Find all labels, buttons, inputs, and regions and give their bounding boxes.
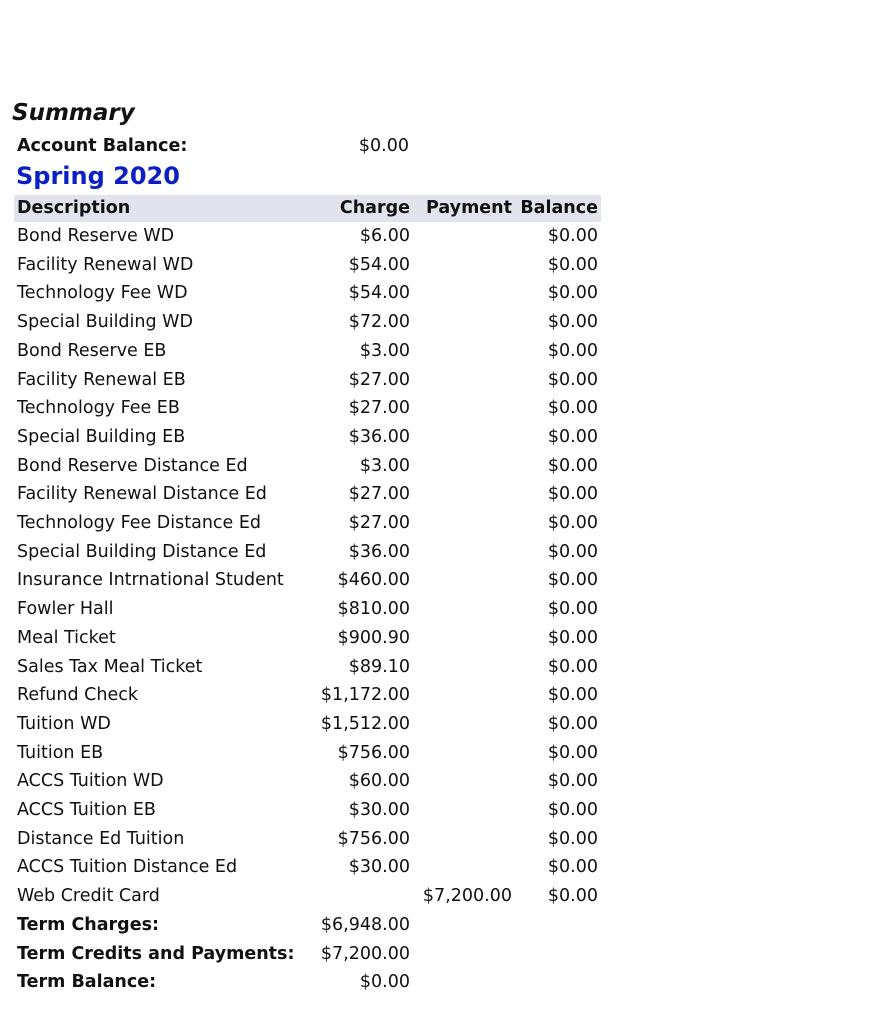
table-row — [14, 423, 601, 452]
term-balance-label: Term Balance: — [17, 972, 157, 993]
row-charge: $27.00 — [348, 513, 410, 534]
row-description: Bond Reserve Distance Ed — [17, 455, 248, 476]
row-balance: $0.00 — [547, 742, 598, 763]
row-payment — [413, 825, 515, 854]
table-row — [14, 480, 601, 509]
row-description: Special Building WD — [17, 312, 193, 333]
header-balance: Balance — [515, 195, 601, 222]
row-charge: $900.90 — [337, 627, 410, 648]
table-row — [14, 595, 601, 624]
row-charge: $54.00 — [348, 254, 410, 275]
table-header-row — [14, 195, 601, 222]
term-credits-row — [14, 940, 601, 969]
term-title: Spring 2020 — [16, 162, 180, 190]
row-charge: $89.10 — [348, 656, 410, 677]
row-payment — [413, 452, 515, 481]
row-payment — [413, 509, 515, 538]
term-charges-value: $6,948.00 — [320, 914, 410, 935]
row-charge: $27.00 — [348, 484, 410, 505]
row-charge: $6.00 — [359, 226, 410, 246]
row-balance: $0.00 — [547, 570, 598, 591]
row-payment — [413, 337, 515, 366]
row-charge: $30.00 — [348, 800, 410, 821]
row-description: ACCS Tuition EB — [17, 800, 156, 821]
row-balance: $0.00 — [547, 886, 598, 907]
row-payment — [413, 624, 515, 653]
row-balance: $0.00 — [547, 369, 598, 390]
table-row — [14, 251, 601, 280]
row-charge: $27.00 — [348, 369, 410, 390]
row-payment — [413, 796, 515, 825]
row-charge — [311, 882, 413, 911]
header-description: Description — [14, 195, 311, 222]
account-balance-row — [14, 132, 412, 161]
row-balance: $0.00 — [547, 340, 598, 361]
row-description: Facility Renewal Distance Ed — [17, 484, 267, 505]
row-charge: $54.00 — [348, 283, 410, 304]
row-payment — [413, 423, 515, 452]
table-row — [14, 394, 601, 423]
row-payment — [413, 251, 515, 280]
row-charge: $60.00 — [348, 771, 410, 792]
row-balance: $0.00 — [547, 455, 598, 476]
row-balance: $0.00 — [547, 627, 598, 648]
row-description: Refund Check — [17, 685, 138, 706]
row-payment — [413, 653, 515, 682]
term-balance-row — [14, 968, 601, 997]
row-description: Distance Ed Tuition — [17, 828, 185, 849]
row-payment — [413, 222, 515, 251]
account-balance-label: Account Balance: — [17, 136, 188, 156]
row-description: Bond Reserve EB — [17, 340, 167, 361]
table-row — [14, 452, 601, 481]
totals-body — [14, 911, 601, 997]
row-description: Web Credit Card — [17, 886, 160, 907]
table-body — [14, 222, 601, 911]
row-payment: $7,200.00 — [422, 886, 512, 907]
account-balance-table — [14, 132, 412, 161]
row-balance: $0.00 — [547, 713, 598, 734]
row-balance: $0.00 — [547, 800, 598, 821]
row-description: Tuition EB — [17, 742, 104, 763]
charges-table — [14, 195, 601, 997]
row-charge: $756.00 — [337, 742, 410, 763]
table-row — [14, 624, 601, 653]
row-payment — [413, 279, 515, 308]
term-charges-label: Term Charges: — [17, 914, 159, 935]
row-payment — [413, 308, 515, 337]
row-balance: $0.00 — [547, 484, 598, 505]
term-credits-label: Term Credits and Payments: — [17, 943, 295, 964]
row-charge: $30.00 — [348, 857, 410, 878]
row-charge: $3.00 — [359, 340, 410, 361]
row-charge: $3.00 — [359, 455, 410, 476]
row-payment — [413, 366, 515, 395]
row-balance: $0.00 — [547, 513, 598, 534]
row-charge: $810.00 — [337, 599, 410, 620]
row-charge: $460.00 — [337, 570, 410, 591]
row-description: Tuition WD — [17, 713, 111, 734]
row-description: ACCS Tuition WD — [17, 771, 164, 792]
row-balance: $0.00 — [547, 541, 598, 562]
row-charge: $36.00 — [348, 426, 410, 447]
row-charge: $1,512.00 — [320, 713, 410, 734]
row-payment — [413, 538, 515, 567]
row-payment — [413, 595, 515, 624]
row-payment — [413, 710, 515, 739]
table-row — [14, 222, 601, 251]
row-description: Facility Renewal WD — [17, 254, 194, 275]
row-charge: $756.00 — [337, 828, 410, 849]
row-balance: $0.00 — [547, 685, 598, 706]
table-row — [14, 681, 601, 710]
term-credits-value: $7,200.00 — [320, 943, 410, 964]
row-description: Bond Reserve WD — [17, 226, 175, 246]
row-description: Sales Tax Meal Ticket — [17, 656, 203, 677]
table-row — [14, 308, 601, 337]
table-row — [14, 366, 601, 395]
row-balance: $0.00 — [547, 771, 598, 792]
row-description: Fowler Hall — [17, 599, 114, 620]
row-description: Technology Fee EB — [17, 398, 180, 419]
row-description: ACCS Tuition Distance Ed — [17, 857, 238, 878]
row-description: Insurance Intrnational Student — [17, 570, 284, 591]
row-charge: $36.00 — [348, 541, 410, 562]
row-payment — [413, 739, 515, 768]
row-balance: $0.00 — [547, 226, 598, 246]
row-description: Technology Fee WD — [17, 283, 188, 304]
table-row — [14, 509, 601, 538]
table-row — [14, 825, 601, 854]
table-row — [14, 279, 601, 308]
row-payment — [413, 681, 515, 710]
term-balance-value: $0.00 — [359, 972, 410, 993]
table-row — [14, 566, 601, 595]
row-description: Special Building EB — [17, 426, 186, 447]
table-row — [14, 337, 601, 366]
table-row — [14, 767, 601, 796]
row-charge: $1,172.00 — [320, 685, 410, 706]
row-balance: $0.00 — [547, 599, 598, 620]
row-payment — [413, 394, 515, 423]
table-row — [14, 853, 601, 882]
row-description: Technology Fee Distance Ed — [17, 513, 262, 534]
table-row — [14, 710, 601, 739]
summary-title: Summary — [12, 100, 135, 126]
row-payment — [413, 767, 515, 796]
row-balance: $0.00 — [547, 656, 598, 677]
row-balance: $0.00 — [547, 283, 598, 304]
table-row — [14, 653, 601, 682]
row-balance: $0.00 — [547, 828, 598, 849]
table-row — [14, 882, 601, 911]
row-balance: $0.00 — [547, 398, 598, 419]
row-description: Meal Ticket — [17, 627, 116, 648]
table-row — [14, 796, 601, 825]
account-balance-value: $0.00 — [358, 136, 409, 156]
row-charge: $72.00 — [348, 312, 410, 333]
row-balance: $0.00 — [547, 426, 598, 447]
table-row — [14, 739, 601, 768]
row-description: Special Building Distance Ed — [17, 541, 267, 562]
term-charges-row — [14, 911, 601, 940]
row-description: Facility Renewal EB — [17, 369, 186, 390]
row-payment — [413, 480, 515, 509]
row-balance: $0.00 — [547, 254, 598, 275]
row-balance: $0.00 — [547, 857, 598, 878]
row-balance: $0.00 — [547, 312, 598, 333]
header-payment: Payment — [413, 195, 515, 222]
header-charge: Charge — [311, 195, 413, 222]
row-payment — [413, 853, 515, 882]
row-charge: $27.00 — [348, 398, 410, 419]
row-payment — [413, 566, 515, 595]
table-row — [14, 538, 601, 567]
